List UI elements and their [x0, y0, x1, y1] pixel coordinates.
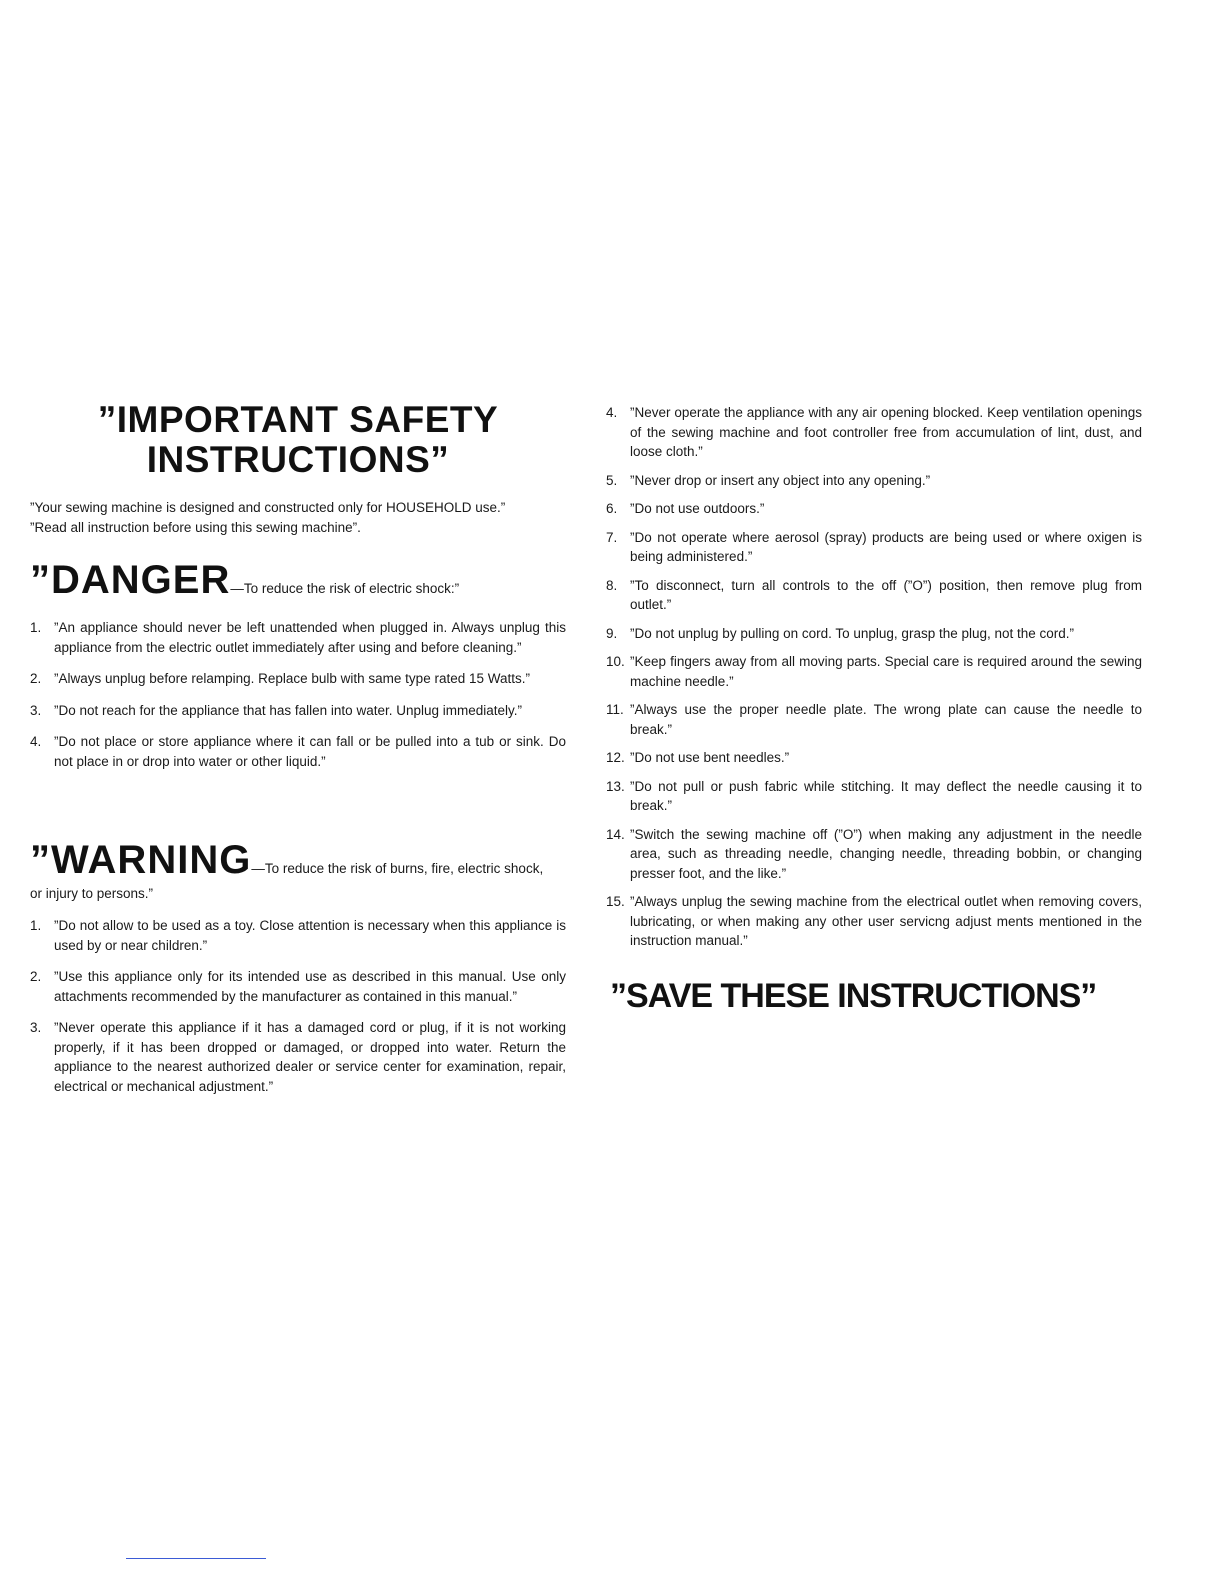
danger-word: ”DANGER [30, 558, 231, 602]
item-text: ”Switch the sewing machine off (”O”) when making any adjustment in the needle area, such as threading needle, changing needle, threading bobbin, or changing presser foot, and the like.” [630, 826, 1142, 881]
item-text: ”Do not allow to be used as a toy. Close attention is necessary when this appliance is used by or near children.” [54, 918, 566, 953]
page-title: ”IMPORTANT SAFETY INSTRUCTIONS” [97, 399, 499, 480]
warning-list [30, 916, 566, 1108]
item-number: 9. [606, 625, 618, 641]
list-item [606, 892, 1142, 951]
list-item [30, 701, 566, 721]
warning-heading [30, 838, 570, 882]
item-text: ”Do not pull or push fabric while stitching. It may deflect the needle causing it to break.” [630, 778, 1142, 813]
item-number: 12. [606, 750, 625, 765]
item-number: 3. [30, 702, 42, 718]
item-text: ”Keep fingers away from all moving parts. Special care is required around the sewing machine needle.” [630, 654, 1142, 689]
item-text: ”Never operate this appliance if it has a damaged cord or plug, if it is not working properly, if it has been dropped or damaged, or dropped into water. Return the appliance to the nearest authorized dealer or service center for examination, repair, electrical or mechanical adjustment.” [54, 1020, 566, 1094]
list-item [30, 618, 566, 657]
list-item [30, 967, 566, 1006]
item-number: 6. [606, 501, 618, 516]
list-item [30, 732, 566, 771]
item-text: ”Never operate the appliance with any air opening blocked. Keep ventilation openings of the sewing machine and foot controller free from accumulation of lint, dust, and loose cloth.” [630, 405, 1142, 459]
save-instructions-title: ”SAVE THESE INSTRUCTIONS” [610, 977, 1097, 1015]
list-item [606, 624, 1142, 644]
list-item [606, 652, 1142, 691]
footer-rule [126, 1558, 266, 1559]
item-text: ”An appliance should never be left unattended when plugged in. Always unplug this appliance from the electric outlet immediately after using and before cleaning.” [54, 620, 566, 655]
list-item [606, 748, 1142, 768]
item-text: ”Always unplug before relamping. Replace bulb with same type rated 15 Watts.” [54, 671, 530, 686]
intro-line: ”Your sewing machine is designed and constructed only for HOUSEHOLD use.” [30, 500, 506, 515]
item-number: 4. [30, 734, 42, 749]
item-text: ”Do not unplug by pulling on cord. To unplug, grasp the plug, not the cord.” [630, 625, 1075, 641]
continued-warning-list [606, 403, 1142, 960]
list-item [606, 825, 1142, 884]
intro-line: ”Read all instruction before using this sewing machine”. [30, 520, 361, 535]
item-number: 13. [606, 778, 625, 794]
danger-subtitle: —To reduce the risk of electric shock:” [230, 581, 460, 596]
danger-list [30, 618, 566, 783]
item-text: ”Use this appliance only for its intended use as described in this manual. Use only attachments recommended by the manufacturer as contained in this manual.” [54, 969, 566, 1004]
item-number: 1. [30, 918, 42, 933]
item-text: ”Do not reach for the appliance that has fallen into water. Unplug immediately.” [54, 702, 523, 718]
list-item [606, 700, 1142, 739]
list-item [30, 1018, 566, 1096]
item-number: 2. [30, 671, 42, 686]
item-number: 14. [606, 826, 625, 842]
list-item [606, 576, 1142, 615]
item-text: ”Always unplug the sewing machine from the electrical outlet when removing covers, lubricating, or when making any other user servicng adjust ments mentioned in the instruction manual.” [630, 894, 1142, 948]
item-number: 5. [606, 472, 618, 488]
danger-heading [30, 558, 570, 602]
warning-subtitle: —To reduce the risk of burns, fire, electric shock, [251, 861, 544, 876]
item-text: ”Never drop or insert any object into any opening.” [630, 472, 931, 488]
item-number: 7. [606, 529, 618, 545]
list-item [606, 471, 1142, 491]
item-text: ”Do not place or store appliance where it can fall or be pulled into a tub or sink. Do not place in or drop into water or other liquid.” [54, 734, 566, 769]
list-item [606, 499, 1142, 519]
item-number: 4. [606, 405, 618, 420]
item-number: 8. [606, 577, 618, 593]
list-item [606, 777, 1142, 816]
list-item [606, 403, 1142, 462]
warning-subtitle-continued: or injury to persons.” [30, 886, 154, 901]
item-number: 2. [30, 969, 42, 984]
list-item [30, 916, 566, 955]
list-item [30, 669, 566, 689]
item-text: ”Do not use outdoors.” [630, 501, 765, 516]
item-number: 15. [606, 894, 625, 909]
item-text: ”Always use the proper needle plate. The wrong plate can cause the needle to break.” [630, 702, 1142, 737]
intro-text [30, 498, 570, 538]
warning-word: ”WARNING [30, 838, 252, 882]
item-text: ”Do not operate where aerosol (spray) products are being used or where oxigen is being administered.” [630, 529, 1142, 564]
item-number: 11. [606, 702, 624, 717]
item-number: 3. [30, 1020, 42, 1035]
item-number: 1. [30, 620, 42, 635]
item-text: ”To disconnect, turn all controls to the off (”O”) position, then remove plug from outlet.” [630, 577, 1142, 612]
item-text: ”Do not use bent needles.” [630, 750, 790, 765]
list-item [606, 528, 1142, 567]
item-number: 10. [606, 654, 625, 669]
